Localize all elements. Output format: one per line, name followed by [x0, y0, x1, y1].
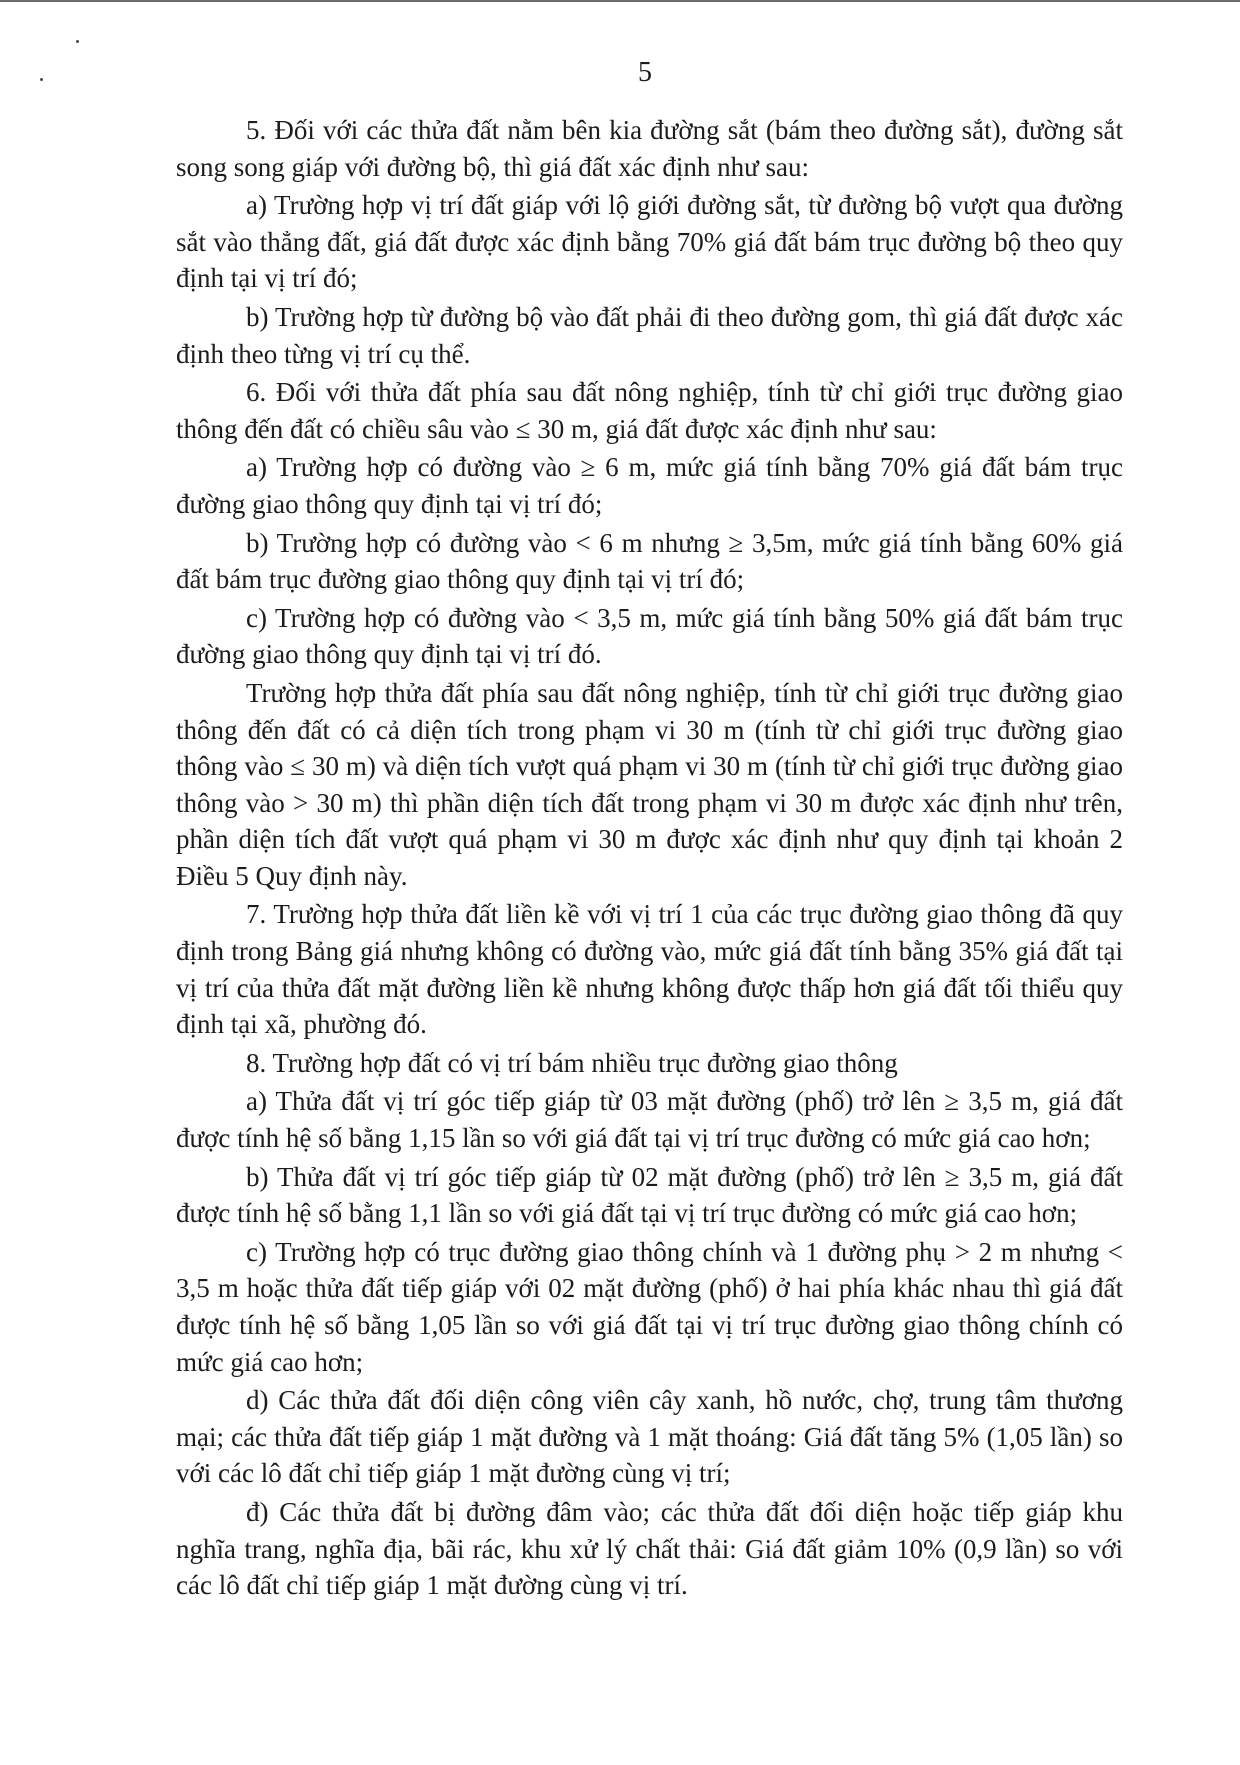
scan-top-edge — [0, 0, 1240, 2]
paragraph-item-8d: d) Các thửa đất đối diện công viên cây xanh, hồ nước, chợ, trung tâm thương mại; các thửa đất tiếp giáp 1 mặt đường và 1 mặt thoáng: Giá đất tăng 5% (1,05 lần) so với các lô đất chỉ tiếp giáp 1 mặt đường cùng vị trí; — [176, 1385, 1123, 1489]
paragraph-item-8b: b) Thửa đất vị trí góc tiếp giáp từ 02 mặt đường (phố) trở lên ≥ 3,5 m, giá đất được tính hệ số bằng 1,1 lần so với giá đất tại vị trí trục đường có mức giá cao hơn; — [176, 1161, 1123, 1229]
paragraph-item-5b: b) Trường hợp từ đường bộ vào đất phải đi theo đường gom, thì giá đất được xác định theo từng vị trí cụ thể. — [176, 301, 1123, 369]
paragraph-item-6: 6. Đối với thửa đất phía sau đất nông nghiệp, tính từ chỉ giới trục đường giao thông đến đất có chiều sâu vào ≤ 30 m, giá đất được xác định như sau: — [176, 377, 1123, 444]
paragraph-item-8c: c) Trường hợp có trục đường giao thông chính và 1 đường phụ > 2 m nhưng < 3,5 m hoặc thửa đất tiếp giáp với 02 mặt đường (phố) ở hai phía khác nhau thì giá đất được tính hệ số bằng 1,05 lần so với giá đất tại vị trí trục đường giao thông chính có mức giá cao hơn; — [176, 1236, 1123, 1377]
paragraph-item-5a: a) Trường hợp vị trí đất giáp với lộ giới đường sắt, từ đường bộ vượt qua đường sắt vào thẳng đất, giá đất được xác định bằng 70% giá đất bám trục đường bộ theo quy định tại vị trí đó; — [176, 190, 1123, 294]
scan-speck — [76, 40, 79, 43]
paragraph-item-7: 7. Trường hợp thửa đất liền kề với vị trí 1 của các trục đường giao thông đã quy định trong Bảng giá nhưng không có đường vào, mức giá đất tính bằng 35% giá đất tại vị trí của thửa đất mặt đường liền kề nhưng không được thấp hơn giá đất tối thiểu quy định tại xã, phường đó. — [176, 899, 1123, 1040]
paragraph-item-6b: b) Trường hợp có đường vào < 6 m nhưng ≥ 3,5m, mức giá tính bằng 60% giá đất bám trục đường giao thông quy định tại vị trí đó; — [176, 527, 1123, 595]
paragraph-item-6a: a) Trường hợp có đường vào ≥ 6 m, mức giá tính bằng 70% giá đất bám trục đường giao thông quy định tại vị trí đó; — [176, 452, 1123, 519]
page-number: 5 — [638, 57, 652, 88]
paragraph-item-6-note: Trường hợp thửa đất phía sau đất nông nghiệp, tính từ chỉ giới trục đường giao thông đến đất có cả diện tích trong phạm vi 30 m (tính từ chỉ giới trục đường giao thông vào ≤ 30 m) và diện tích vượt quá phạm vi 30 m (tính từ chỉ giới trục đường giao thông vào > 30 m) thì phần diện tích đất trong phạm vi 30 m được xác định như trên, phần diện tích đất vượt quá phạm vi 30 m được xác định như quy định tại khoản 2 Điều 5 Quy định này. — [176, 677, 1123, 891]
paragraph-item-8dd: đ) Các thửa đất bị đường đâm vào; các thửa đất đối diện hoặc tiếp giáp khu nghĩa trang, nghĩa địa, bãi rác, khu xử lý chất thải: Giá đất giảm 10% (0,9 lần) so với các lô đất chỉ tiếp giáp 1 mặt đường cùng vị trí. — [176, 1496, 1123, 1601]
paragraph-item-5: 5. Đối với các thửa đất nằm bên kia đường sắt (bám theo đường sắt), đường sắt song song giáp với đường bộ, thì giá đất xác định như sau: — [176, 115, 1123, 182]
paragraph-item-6c: c) Trường hợp có đường vào < 3,5 m, mức giá tính bằng 50% giá đất bám trục đường giao thông quy định tại vị trí đó. — [176, 602, 1123, 670]
paragraph-item-8: 8. Trường hợp đất có vị trí bám nhiều trục đường giao thông — [246, 1047, 898, 1078]
document-body — [176, 112, 1123, 1606]
paragraph-item-8a: a) Thửa đất vị trí góc tiếp giáp từ 03 mặt đường (phố) trở lên ≥ 3,5 m, giá đất được tính hệ số bằng 1,15 lần so với giá đất tại vị trí trục đường có mức giá cao hơn; — [176, 1086, 1123, 1154]
